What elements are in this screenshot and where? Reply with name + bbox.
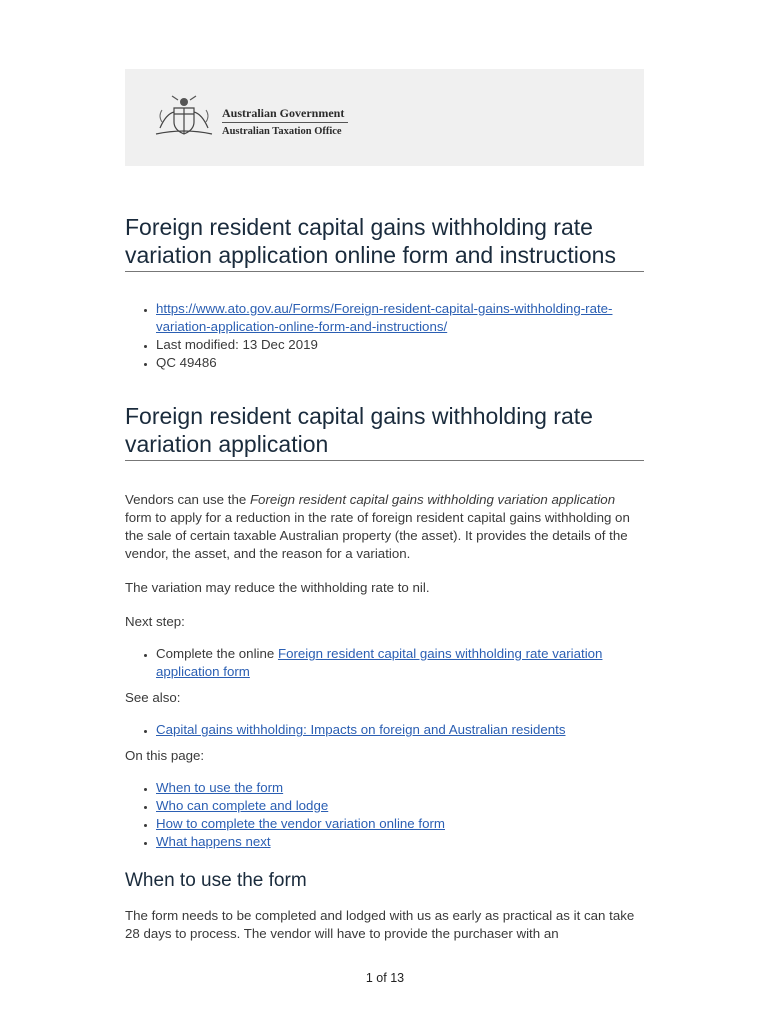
document-body	[125, 213, 644, 943]
intro-form-name: Foreign resident capital gains withholding variation application	[249, 492, 616, 507]
see-also-label: See also:	[125, 690, 181, 705]
meta-url-item	[156, 300, 644, 336]
online-form-link[interactable]: Foreign resident capital gains withholding rate variation application form	[156, 646, 603, 679]
org-name	[222, 106, 348, 138]
header-banner	[125, 69, 644, 166]
toc-link-when-to-use[interactable]: When to use the form	[156, 780, 284, 795]
meta-last-modified: • Last modified: 13 Dec 2019	[156, 336, 644, 354]
on-this-page-label: On this page:	[125, 748, 205, 763]
intro-paragraph	[125, 491, 644, 563]
when-to-use-paragraph: The form needs to be completed and lodged with us as early as practical as it can take 28 days to process. The vendor will have to provide the purchaser with an	[125, 908, 635, 941]
list-item	[156, 833, 644, 851]
next-step-label: Next step:	[125, 614, 185, 629]
next-step-item	[156, 645, 644, 681]
page-title: Foreign resident capital gains withholding rate variation application online form and instructions	[125, 213, 644, 272]
see-also-item	[156, 721, 644, 739]
coat-of-arms-icon	[152, 94, 216, 140]
meta-qc: • QC 49486	[156, 354, 644, 372]
on-this-page-list	[125, 779, 644, 851]
list-item	[156, 797, 644, 815]
see-also-link[interactable]: Capital gains withholding: Impacts on foreign and Australian residents	[156, 722, 566, 737]
when-to-use-heading: When to use the form	[125, 870, 307, 891]
toc-link-how-to-complete[interactable]: How to complete the vendor variation online form	[156, 816, 445, 831]
variation-paragraph: The variation may reduce the withholding rate to nil.	[125, 580, 430, 595]
list-item	[156, 779, 644, 797]
intro-before: Vendors can use the	[125, 492, 250, 507]
org-line-1: Australian Government	[222, 106, 345, 120]
meta-list	[125, 300, 644, 372]
next-step-prefix: Complete the online	[156, 646, 278, 661]
org-divider	[222, 122, 348, 123]
intro-after: form to apply for a reduction in the rate of foreign resident capital gains withholding on the sale of certain taxable Australian property (the asset). It provides the details of the vendor, the asset, and the reason for a variation.	[125, 510, 630, 561]
org-line-2: Australian Taxation Office	[222, 126, 342, 137]
source-url-link[interactable]: https://www.ato.gov.au/Forms/Foreign-resident-capital-gains-withholding-rate-variation-application-online-form-and-instructions/	[156, 301, 613, 334]
list-item	[156, 815, 644, 833]
toc-link-who-can-lodge[interactable]: Who can complete and lodge	[156, 798, 329, 813]
section-heading: Foreign resident capital gains withholding rate variation application	[125, 402, 644, 461]
see-also-list	[125, 721, 644, 739]
page-number: 1 of 13	[365, 971, 405, 985]
toc-link-what-happens-next[interactable]: What happens next	[156, 834, 271, 849]
next-step-list	[125, 645, 644, 681]
